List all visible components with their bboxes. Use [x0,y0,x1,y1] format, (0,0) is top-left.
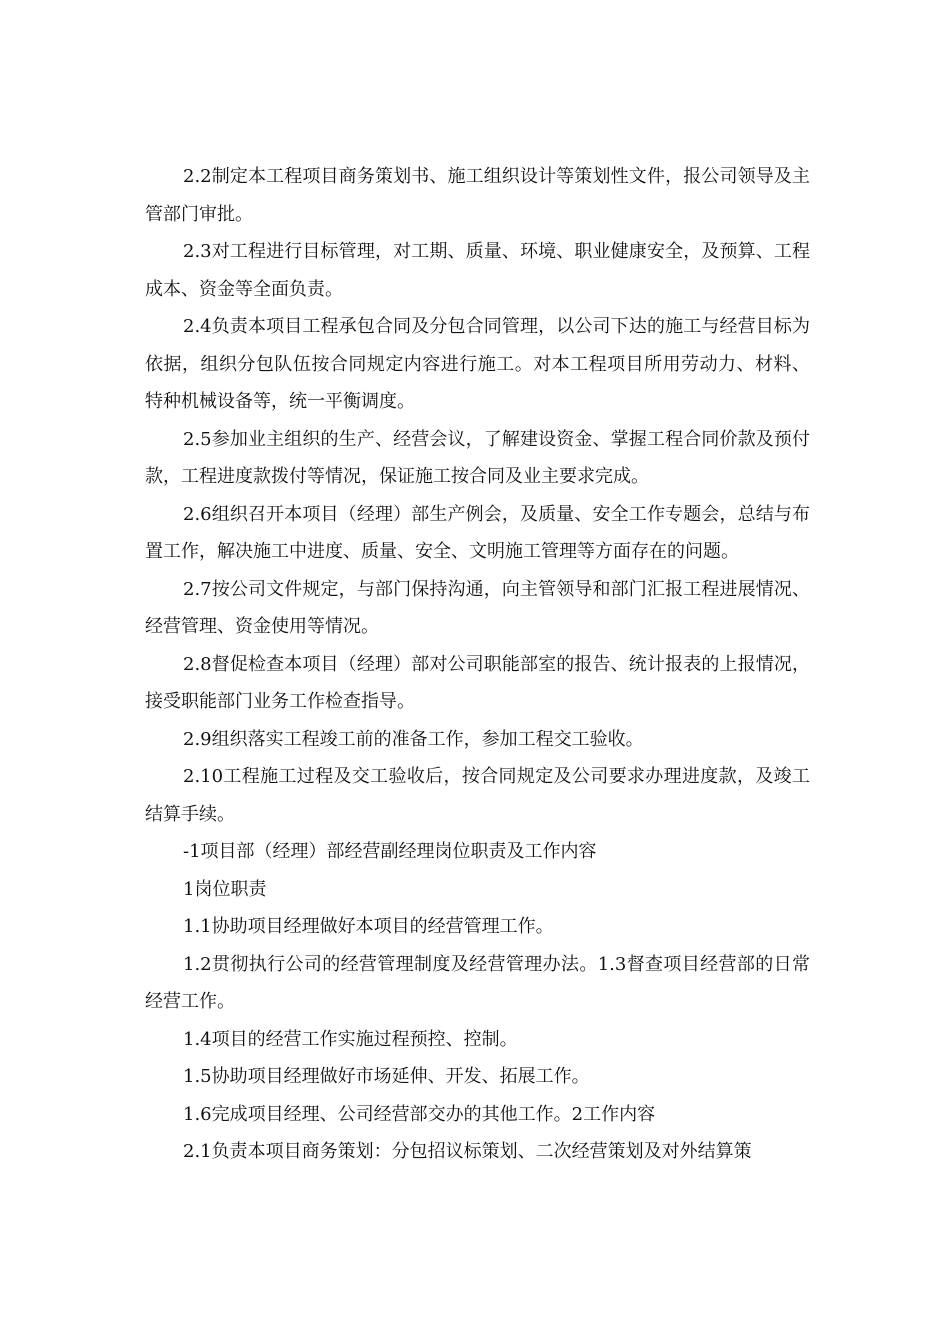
paragraph: 1.5协助项目经理做好市场延伸、开发、拓展工作。 [183,1066,590,1087]
paragraph: 1.1协助项目经理做好本项目的经营管理工作。 [183,916,554,937]
paragraph: 2.4负责本项目工程承包合同及分包合同管理，以公司下达的施工与经营目标为依据，组织分包队伍按合同规定内容进行施工。对本工程项目所用劳动力、材料、特种机械设备等，统一平衡调度。 [145,316,810,412]
paragraph: 1.6完成项目经理、公司经营部交办的其他工作。2工作内容 [183,1103,656,1125]
paragraph: 2.8督促检查本项目（经理）部对公司职能部室的报告、统计报表的上报情况，接受职能部门业务工作检查指导。 [145,653,810,712]
paragraph: 2.9组织落实工程竣工前的准备工作，参加工程交工验收。 [183,728,644,750]
paragraph: 1.2贯彻执行公司的经营管理制度及经营管理办法。1.3督查项目经营部的日常经营工作。 [145,953,810,1012]
paragraph: 2.3对工程进行目标管理，对工期、质量、环境、职业健康安全，及预算、工程成本、资金等全面负责。 [145,241,810,300]
paragraph: 2.2制定本工程项目商务策划书、施工组织设计等策划性文件，报公司领导及主管部门审批。 [145,166,810,225]
subsection-heading: 1岗位职责 [183,878,267,900]
paragraph: 1.4项目的经营工作实施过程预控、控制。 [183,1028,518,1050]
section-heading: -1项目部（经理）部经营副经理岗位职责及工作内容 [183,841,597,862]
paragraph: 2.10工程施工过程及交工验收后，按合同规定及公司要求办理进度款，及竣工结算手续。 [145,766,810,825]
paragraph: 2.6组织召开本项目（经理）部生产例会，及质量、安全工作专题会，总结与布置工作，解决施工中进度、质量、安全、文明施工管理等方面存在的问题。 [145,503,810,562]
paragraph: 2.5参加业主组织的生产、经营会议，了解建设资金、掌握工程合同价款及预付款，工程进度款拨付等情况，保证施工按合同及业主要求完成。 [145,428,810,487]
document-body [145,158,810,1171]
paragraph: 2.7按公司文件规定，与部门保持沟通，向主管领导和部门汇报工程进展情况、经营管理、资金使用等情况。 [145,578,810,637]
paragraph: 2.1负责本项目商务策划：分包招议标策划、二次经营策划及对外结算策 [183,1141,752,1162]
